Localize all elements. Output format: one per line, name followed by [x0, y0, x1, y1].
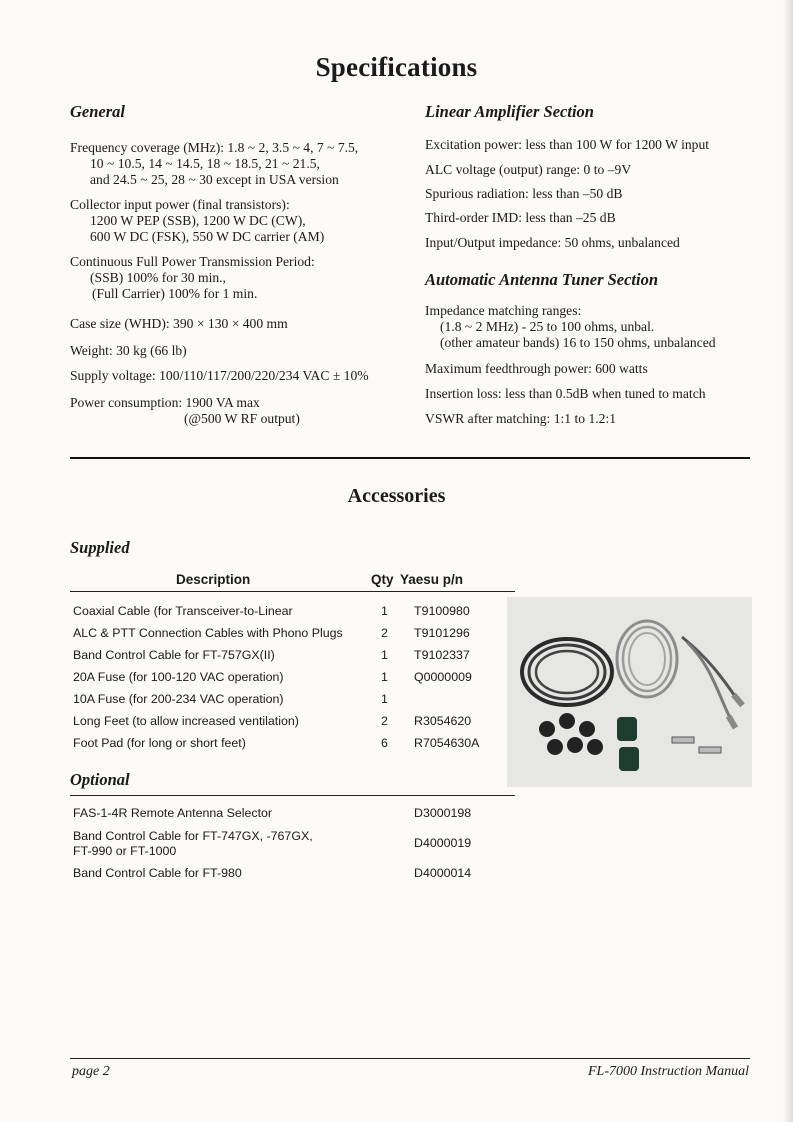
- frequency-coverage-line3: and 24.5 ~ 25, 28 ~ 30 except in USA version: [90, 172, 339, 187]
- spurious-radiation: Spurious radiation: less than –50 dB: [425, 186, 623, 201]
- case-size: Case size (WHD): 390 × 130 × 400 mm: [70, 316, 288, 331]
- insertion-loss: Insertion loss: less than 0.5dB when tuned to match: [425, 386, 706, 401]
- weight: Weight: 30 kg (66 lb): [70, 343, 187, 358]
- section-divider: [70, 457, 750, 459]
- excitation-power: Excitation power: less than 100 W for 1200 W input: [425, 137, 710, 152]
- collector-power-line1: Collector input power (final transistors):: [70, 197, 290, 212]
- table-row-desc-cont: FT-990 or FT-1000: [73, 844, 177, 858]
- impedance-range-line3: (other amateur bands) 16 to 150 ohms, unbalanced: [440, 335, 716, 350]
- continuous-power-line1: Continuous Full Power Transmission Period:: [70, 254, 315, 269]
- table-row-desc: 10A Fuse (for 200-234 VAC operation): [73, 692, 284, 706]
- table-row-desc: 20A Fuse (for 100-120 VAC operation): [73, 670, 284, 684]
- accessories-title: Accessories: [347, 485, 446, 507]
- table-row-desc: Coaxial Cable (for Transceiver-to-Linear: [73, 604, 293, 618]
- table-row-pn: T9100980: [414, 604, 470, 618]
- collector-power-line3: 600 W DC (FSK), 550 W DC carrier (AM): [90, 229, 325, 244]
- table-row-desc: Band Control Cable for FT-980: [73, 866, 242, 880]
- accessories-photo: [507, 597, 752, 787]
- table-row-pn: D3000198: [414, 806, 472, 820]
- general-heading: General: [70, 102, 125, 121]
- frequency-coverage-line2: 10 ~ 10.5, 14 ~ 14.5, 18 ~ 18.5, 21 ~ 21.5,: [90, 156, 320, 171]
- table-row-qty: 1: [381, 670, 388, 684]
- alc-voltage: ALC voltage (output) range: 0 to –9V: [425, 162, 632, 177]
- io-impedance: Input/Output impedance: 50 ohms, unbalanced: [425, 235, 680, 250]
- optional-heading: Optional: [70, 770, 130, 789]
- table-row-desc: Long Feet (to allow increased ventilation): [73, 714, 299, 728]
- table-row-pn: D4000019: [414, 836, 472, 850]
- continuous-power-line3: (Full Carrier) 100% for 1 min.: [92, 286, 258, 301]
- linear-heading: Linear Amplifier Section: [425, 102, 594, 121]
- long-feet-icon: [617, 717, 637, 741]
- table-row-desc: Band Control Cable for FT-747GX, -767GX,: [73, 829, 313, 843]
- page-title: Specifications: [315, 52, 478, 82]
- supplied-heading: Supplied: [70, 538, 130, 557]
- column-header-pn: Yaesu p/n: [400, 572, 464, 587]
- frequency-coverage-line1: Frequency coverage (MHz): 1.8 ~ 2, 3.5 ~ 4, 7 ~ 7.5,: [70, 140, 359, 155]
- footer-rule: [70, 1058, 750, 1059]
- table-row-qty: 1: [381, 648, 388, 662]
- table-row-qty: 1: [381, 692, 388, 706]
- page-number: page 2: [72, 1064, 110, 1079]
- column-header-qty: Qty: [371, 572, 394, 587]
- table-row-pn: Q0000009: [414, 670, 472, 684]
- impedance-range-line1: Impedance matching ranges:: [425, 303, 582, 318]
- optional-underline: [70, 795, 515, 796]
- third-order-imd: Third-order IMD: less than –25 dB: [425, 210, 616, 225]
- table-row-desc: FAS-1-4R Remote Antenna Selector: [73, 806, 273, 820]
- collector-power-line2: 1200 W PEP (SSB), 1200 W DC (CW),: [90, 213, 306, 228]
- table-row-qty: 1: [381, 604, 388, 618]
- table-row-pn: T9102337: [414, 648, 470, 662]
- column-header-description: Description: [176, 572, 251, 587]
- table-row-qty: 6: [381, 736, 388, 750]
- foot-pad-icon: [539, 721, 555, 737]
- supply-voltage: Supply voltage: 100/110/117/200/220/234 VAC ± 10%: [70, 368, 369, 383]
- table-row-desc: ALC & PTT Connection Cables with Phono Plugs: [73, 626, 343, 640]
- table-row-qty: 2: [381, 626, 388, 640]
- table-row-pn: D4000014: [414, 866, 472, 880]
- power-consumption-line2: (@500 W RF output): [184, 411, 300, 426]
- table-row-desc: Band Control Cable for FT-757GX(II): [73, 648, 275, 662]
- table-row-pn: T9101296: [414, 626, 470, 640]
- power-consumption-line1: Power consumption: 1900 VA max: [70, 395, 260, 410]
- continuous-power-line2: (SSB) 100% for 30 min.,: [90, 270, 226, 285]
- impedance-range-line2: (1.8 ~ 2 MHz) - 25 to 100 ohms, unbal.: [440, 319, 655, 334]
- table-row-desc: Foot Pad (for long or short feet): [73, 736, 246, 750]
- max-feedthrough: Maximum feedthrough power: 600 watts: [425, 361, 648, 376]
- table-row-pn: R7054630A: [414, 736, 480, 750]
- vswr-after-matching: VSWR after matching: 1:1 to 1.2:1: [425, 411, 617, 426]
- tuner-heading: Automatic Antenna Tuner Section: [425, 270, 659, 289]
- table-row-qty: 2: [381, 714, 388, 728]
- page-edge-shadow: [783, 0, 793, 1122]
- header-underline: [70, 591, 515, 592]
- manual-name: FL-7000 Instruction Manual: [588, 1064, 749, 1079]
- table-row-pn: R3054620: [414, 714, 472, 728]
